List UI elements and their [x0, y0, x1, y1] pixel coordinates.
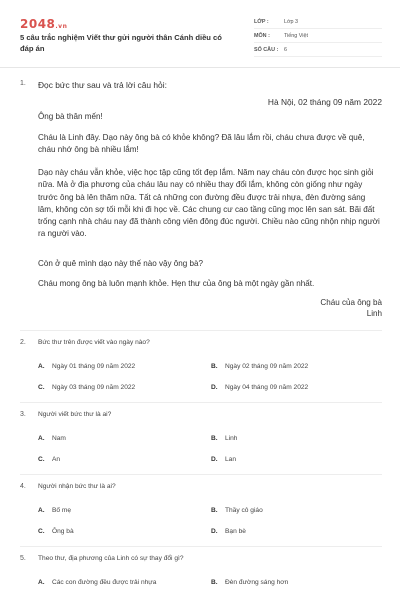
logo-text: 2048 [20, 17, 56, 31]
divider [20, 474, 382, 475]
meta-key: LỚP : [254, 18, 269, 25]
signature-line: Cháu của ông bà [320, 298, 382, 307]
option-text: Lan [225, 456, 237, 463]
question-number: 2. [20, 339, 26, 346]
page-title: 5 câu trắc nghiệm Viết thư gửi người thân Cánh diều có đáp án [20, 33, 222, 53]
option-text: Đèn đường sáng hơn [225, 579, 289, 586]
option-letter: D. [211, 528, 218, 535]
option-text: Ngày 02 tháng 09 năm 2022 [225, 363, 309, 370]
meta-value: Lớp 3 [284, 18, 299, 25]
question-text: Theo thư, địa phương của Linh có sự thay đổi gì? [38, 555, 184, 562]
option-text: Thầy cô giáo [225, 507, 263, 514]
option-letter: B. [211, 579, 218, 586]
meta-row-subject [254, 29, 382, 43]
meta-table [254, 15, 382, 57]
question-number: 4. [20, 483, 26, 490]
divider [20, 546, 382, 547]
option-b[interactable] [211, 363, 308, 370]
site-logo[interactable] [20, 17, 67, 31]
letter-paragraph: Cháu là Linh đây. Dạo này ông bà có khỏe không? Đã lâu lắm rồi, cháu chưa được về quê, cháu nhớ ông bà nhiều lắm! [38, 133, 365, 155]
option-a[interactable] [38, 579, 156, 586]
option-text: Linh [225, 435, 238, 442]
option-a[interactable] [38, 363, 135, 370]
letter-greeting: Ông bà thân mến! [38, 112, 103, 121]
letter-date: Hà Nội, 02 tháng 09 năm 2022 [267, 97, 382, 107]
option-letter: A. [38, 363, 45, 370]
signature-name: Linh [366, 309, 382, 318]
divider [20, 402, 382, 403]
option-letter: A. [38, 579, 45, 586]
letter-signature [320, 297, 382, 319]
option-letter: C. [38, 456, 45, 463]
option-c[interactable] [38, 456, 60, 463]
letter-paragraph: Dạo này cháu vẫn khỏe, việc học tập cũng tốt đẹp lắm. Năm nay cháu còn được học sinh giỏi nữa. Mà ở địa phương của cháu lâu nay có nhiều thay đổi lắm, không còn giống như ngày trước ông bà lên thăm nữa. Tất cả những con đường đều được trải nhựa, đèn đường sáng lâm, không còn sợ tối mỗi khi đi học về. Các chung cư cao tầng cũng mọc lên san sát. Bãi đất trống cạnh nhà cháu nay đã thành công viên đông đúc người. Chiều nào cũng nhộn nhịp người ra người vào. [38, 168, 380, 239]
option-d[interactable] [211, 384, 308, 391]
option-c[interactable] [38, 384, 135, 391]
option-text: Các con đường đều được trải nhựa [52, 579, 157, 586]
option-a[interactable] [38, 507, 71, 514]
option-text: Nam [52, 435, 66, 442]
option-letter: C. [38, 528, 45, 535]
logo-suffix: .vn [55, 23, 68, 30]
option-b[interactable] [211, 507, 263, 514]
question-text: Người viết bức thư là ai? [38, 411, 112, 418]
option-letter: B. [211, 435, 218, 442]
option-letter: B. [211, 507, 218, 514]
meta-key: MÔN : [254, 32, 270, 39]
question-text: Đọc bức thư sau và trả lời câu hỏi: [38, 80, 167, 90]
option-letter: A. [38, 507, 45, 514]
option-letter: A. [38, 435, 45, 442]
option-c[interactable] [38, 528, 74, 535]
option-text: Ông bà [52, 528, 74, 535]
option-text: An [52, 456, 61, 463]
meta-value: Tiếng Việt [284, 32, 308, 39]
question-text: Bức thư trên được viết vào ngày nào? [38, 339, 150, 346]
option-letter: B. [211, 363, 218, 370]
page-header [0, 0, 400, 68]
option-text: Ngày 03 tháng 09 năm 2022 [52, 384, 136, 391]
question-number: 1. [20, 80, 26, 87]
meta-key: SỐ CÂU : [254, 46, 279, 53]
meta-value: 6 [284, 46, 287, 53]
letter-paragraph: Còn ở quê mình dạo này thế nào vậy ông bà? [38, 259, 204, 268]
option-text: Ngày 01 tháng 09 năm 2022 [52, 363, 136, 370]
option-letter: D. [211, 456, 218, 463]
meta-row-grade [254, 15, 382, 29]
option-d[interactable] [211, 456, 236, 463]
option-b[interactable] [211, 435, 237, 442]
option-a[interactable] [38, 435, 66, 442]
divider [20, 330, 382, 331]
option-text: Ngày 04 tháng 09 năm 2022 [225, 384, 309, 391]
option-d[interactable] [211, 528, 246, 535]
question-number: 3. [20, 411, 26, 418]
letter-paragraph: Cháu mong ông bà luôn mạnh khỏe. Hẹn thư của ông bà một ngày gần nhất. [38, 279, 315, 288]
question-number: 5. [20, 555, 26, 562]
option-text: Bạn bè [225, 528, 246, 535]
option-text: Bố mẹ [52, 507, 72, 514]
option-b[interactable] [211, 579, 288, 586]
option-letter: C. [38, 384, 45, 391]
question-text: Người nhận bức thư là ai? [38, 483, 116, 490]
option-letter: D. [211, 384, 218, 391]
meta-row-count [254, 43, 382, 57]
